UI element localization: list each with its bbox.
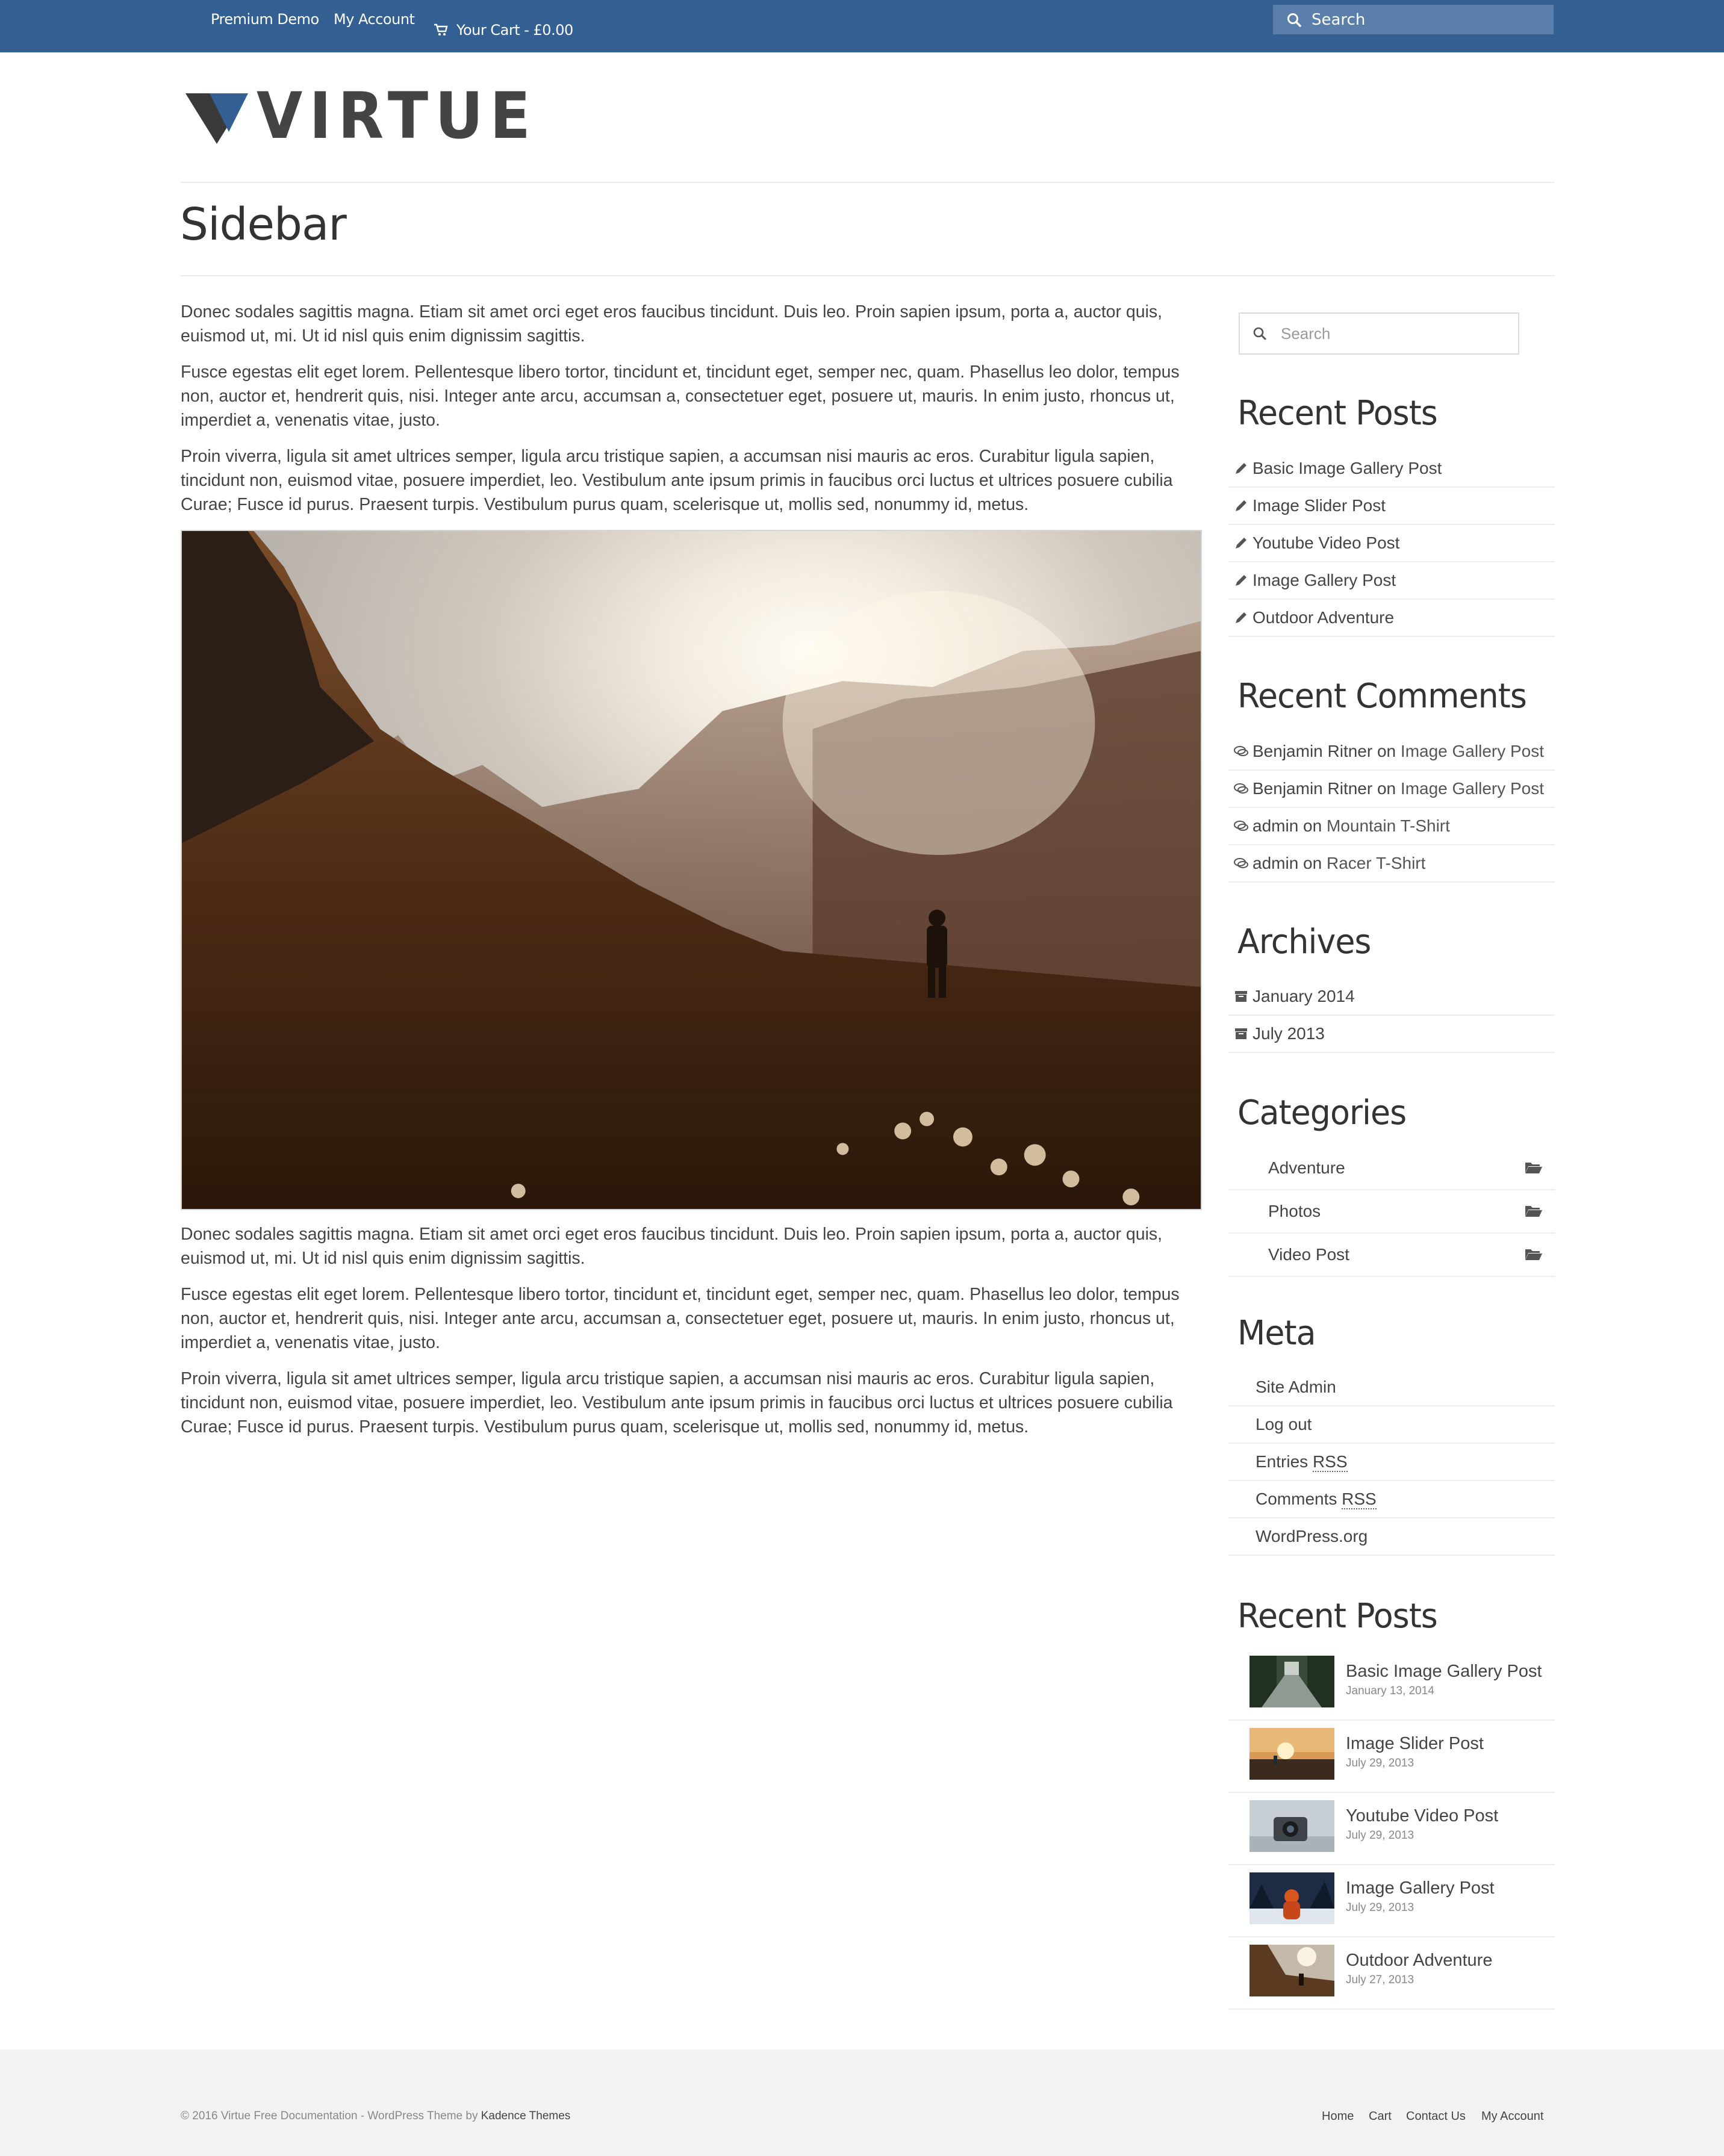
- comments-icon: [1232, 854, 1250, 872]
- post-thumbnail-forest-road[interactable]: [1249, 1656, 1334, 1707]
- recent-post-date: July 27, 2013: [1346, 1974, 1414, 1986]
- footer-cart-link[interactable]: Cart: [1369, 2110, 1392, 2123]
- comments-icon: [1232, 817, 1250, 835]
- footer: [0, 2049, 1724, 2156]
- pencil-icon: [1232, 571, 1250, 589]
- sidebar-search-input[interactable]: [1239, 312, 1519, 355]
- categories-list: [1228, 1147, 1555, 1277]
- post-thumbnail-outdoor-adventure[interactable]: [1249, 1945, 1334, 1996]
- folder-open-icon: [1525, 1204, 1543, 1218]
- title-divider: [181, 275, 1555, 276]
- recent-comments-title: Recent Comments: [1237, 677, 1526, 716]
- pencil-icon: [1232, 609, 1250, 627]
- archive-box-icon: [1232, 1025, 1250, 1043]
- recent-post-date: July 29, 2013: [1346, 1757, 1414, 1769]
- meta-item[interactable]: Comments RSS: [1228, 1481, 1555, 1518]
- content-bottom: [181, 1222, 1204, 1451]
- paragraph: Fusce egestas elit eget lorem. Pellentesque libero tortor, tincidunt et, tincidunt eget, semper nec, quam. Phasellus leo dolor, tempus non, auctor et, hendrerit quis, nisi. Integer ante arcu, accumsan a, consectetuer eget, posuere ut, mauris. In enim justo, rhoncus ut, imperdiet a, venenatis vitae, justo.: [181, 1285, 1180, 1352]
- recent-posts-thumbs-list: [1228, 1648, 1555, 2010]
- page-title: Sidebar: [180, 199, 346, 250]
- footer-contact-link[interactable]: Contact Us: [1406, 2110, 1466, 2123]
- meta-item[interactable]: Entries RSS: [1228, 1444, 1555, 1481]
- kadence-themes-link[interactable]: Kadence Themes: [481, 2110, 571, 2122]
- category-item[interactable]: Adventure: [1228, 1147, 1555, 1190]
- hero-image: [181, 530, 1202, 1210]
- site-logo[interactable]: [185, 79, 558, 153]
- recent-post-thumb-item[interactable]: [1228, 1648, 1555, 1721]
- rss-abbr: RSS: [1312, 1452, 1348, 1471]
- comment-item: Benjamin Ritner on Image Gallery Post: [1228, 771, 1555, 808]
- header-divider: [181, 182, 1555, 183]
- recent-post-date: January 13, 2014: [1346, 1685, 1434, 1697]
- recent-posts-thumbs-title: Recent Posts: [1237, 1597, 1437, 1636]
- archive-item[interactable]: January 2014: [1228, 978, 1555, 1016]
- meta-item[interactable]: Site Admin: [1228, 1369, 1555, 1406]
- cart-icon: [434, 23, 448, 37]
- paragraph: Proin viverra, ligula sit amet ultrices semper, ligula arcu tristique sapien, a accumsan nisi mauris ac eros. Curabitur ligula sapien, tincidunt non, euismod vitae, posuere imperdiet, leo. Vestibulum ante ipsum primis in faucibus orci luctus et ultrices posuere cubilia Curae; Fusce id purus. Praesent turpis. Vestibulum purus quam, scelerisque ut, mollis sed, nonummy id, metus.: [181, 1369, 1173, 1437]
- search-icon: [1286, 12, 1302, 28]
- top-search-placeholder: Search: [1312, 10, 1366, 29]
- footer-home-link[interactable]: Home: [1322, 2110, 1354, 2123]
- archive-box-icon: [1232, 987, 1250, 1005]
- recent-post-item[interactable]: Image Gallery Post: [1228, 562, 1555, 600]
- search-icon: [1252, 326, 1268, 341]
- recent-post-title: Image Slider Post: [1346, 1734, 1484, 1753]
- post-thumbnail-sunset-beach[interactable]: [1249, 1728, 1334, 1780]
- recent-posts-list: [1228, 450, 1555, 637]
- comment-post-link[interactable]: Image Gallery Post: [1400, 779, 1545, 798]
- comment-post-link[interactable]: Mountain T-Shirt: [1326, 816, 1450, 835]
- recent-post-item[interactable]: Outdoor Adventure: [1228, 600, 1555, 637]
- archives-list: [1228, 978, 1555, 1053]
- paragraph: Proin viverra, ligula sit amet ultrices semper, ligula arcu tristique sapien, a accumsan nisi mauris ac eros. Curabitur ligula sapien, tincidunt non, euismod vitae, posuere imperdiet, leo. Vestibulum ante ipsum primis in faucibus orci luctus et ultrices posuere cubilia Curae; Fusce id purus. Praesent turpis. Vestibulum purus quam, scelerisque ut, mollis sed, nonummy id, metus.: [181, 447, 1173, 514]
- archive-item[interactable]: July 2013: [1228, 1016, 1555, 1053]
- recent-post-thumb-item[interactable]: [1228, 1937, 1555, 2010]
- comment-item: admin on Mountain T-Shirt: [1228, 808, 1555, 845]
- recent-post-title: Basic Image Gallery Post: [1346, 1662, 1542, 1681]
- top-bar: [0, 0, 1724, 52]
- top-search-input[interactable]: [1273, 5, 1554, 34]
- premium-demo-link[interactable]: Premium Demo: [211, 11, 319, 28]
- content-top: [181, 300, 1204, 529]
- paragraph: Fusce egestas elit eget lorem. Pellentesque libero tortor, tincidunt et, tincidunt eget, semper nec, quam. Phasellus leo dolor, tempus non, auctor et, hendrerit quis, nisi. Integer ante arcu, accumsan a, consectetuer eget, posuere ut, mauris. In enim justo, rhoncus ut, imperdiet a, venenatis vitae, justo.: [181, 362, 1180, 430]
- logo-triangle-icon: [185, 89, 248, 144]
- comment-post-link[interactable]: Image Gallery Post: [1400, 742, 1545, 760]
- recent-post-date: July 29, 2013: [1346, 1901, 1414, 1914]
- sidebar-search-placeholder: Search: [1281, 324, 1331, 343]
- comment-author[interactable]: Benjamin Ritner: [1253, 779, 1373, 798]
- my-account-link[interactable]: My Account: [334, 11, 415, 28]
- recent-post-title: Image Gallery Post: [1346, 1878, 1495, 1898]
- recent-comments-list: [1228, 733, 1555, 883]
- footer-copyright: © 2016 Virtue Free Documentation - WordPress Theme by Kadence Themes: [181, 2110, 571, 2122]
- paragraph: Donec sodales sagittis magna. Etiam sit amet orci eget eros faucibus tincidunt. Duis leo. Proin sapien ipsum, porta a, auctor quis, euismod ut, mi. Ut id nisl quis enim dignissim sagittis.: [181, 1225, 1163, 1268]
- meta-list: [1228, 1369, 1555, 1556]
- categories-title: Categories: [1237, 1093, 1407, 1132]
- comment-item: admin on Racer T-Shirt: [1228, 845, 1555, 883]
- meta-title: Meta: [1237, 1314, 1316, 1353]
- recent-post-title: Outdoor Adventure: [1346, 1951, 1493, 1970]
- pencil-icon: [1232, 497, 1250, 515]
- category-item[interactable]: Video Post: [1228, 1234, 1555, 1277]
- pencil-icon: [1232, 459, 1250, 477]
- recent-post-item[interactable]: Image Slider Post: [1228, 488, 1555, 525]
- comment-item: Benjamin Ritner on Image Gallery Post: [1228, 733, 1555, 771]
- recent-post-thumb-item[interactable]: [1228, 1721, 1555, 1793]
- recent-posts-title: Recent Posts: [1237, 394, 1437, 433]
- post-thumbnail-camera[interactable]: [1249, 1800, 1334, 1852]
- rss-abbr: RSS: [1342, 1490, 1377, 1508]
- recent-post-item[interactable]: Basic Image Gallery Post: [1228, 450, 1555, 488]
- comment-post-link[interactable]: Racer T-Shirt: [1326, 854, 1426, 872]
- footer-my-account-link[interactable]: My Account: [1481, 2110, 1544, 2123]
- comments-icon: [1232, 780, 1250, 798]
- meta-item[interactable]: Log out: [1228, 1406, 1555, 1444]
- recent-post-thumb-item[interactable]: [1228, 1793, 1555, 1865]
- comments-icon: [1232, 742, 1250, 760]
- post-thumbnail-winter-hiker[interactable]: [1249, 1872, 1334, 1924]
- comment-author[interactable]: Benjamin Ritner: [1253, 742, 1373, 760]
- cart-link[interactable]: [434, 22, 573, 39]
- category-item[interactable]: Photos: [1228, 1190, 1555, 1234]
- archives-title: Archives: [1237, 922, 1371, 962]
- recent-post-item[interactable]: Youtube Video Post: [1228, 525, 1555, 562]
- pencil-icon: [1232, 534, 1250, 552]
- comment-author[interactable]: admin: [1253, 854, 1299, 872]
- folder-open-icon: [1525, 1247, 1543, 1261]
- folder-open-icon: [1525, 1160, 1543, 1175]
- cart-label: Your Cart - £0.00: [456, 22, 573, 39]
- recent-post-thumb-item[interactable]: [1228, 1865, 1555, 1937]
- comment-author[interactable]: admin: [1253, 816, 1299, 835]
- logo-wordmark: VIRTUE: [257, 79, 538, 153]
- paragraph: Donec sodales sagittis magna. Etiam sit amet orci eget eros faucibus tincidunt. Duis leo. Proin sapien ipsum, porta a, auctor quis, euismod ut, mi. Ut id nisl quis enim dignissim sagittis.: [181, 302, 1163, 346]
- recent-post-title: Youtube Video Post: [1346, 1806, 1499, 1825]
- recent-post-date: July 29, 2013: [1346, 1829, 1414, 1842]
- meta-item[interactable]: WordPress.org: [1228, 1518, 1555, 1556]
